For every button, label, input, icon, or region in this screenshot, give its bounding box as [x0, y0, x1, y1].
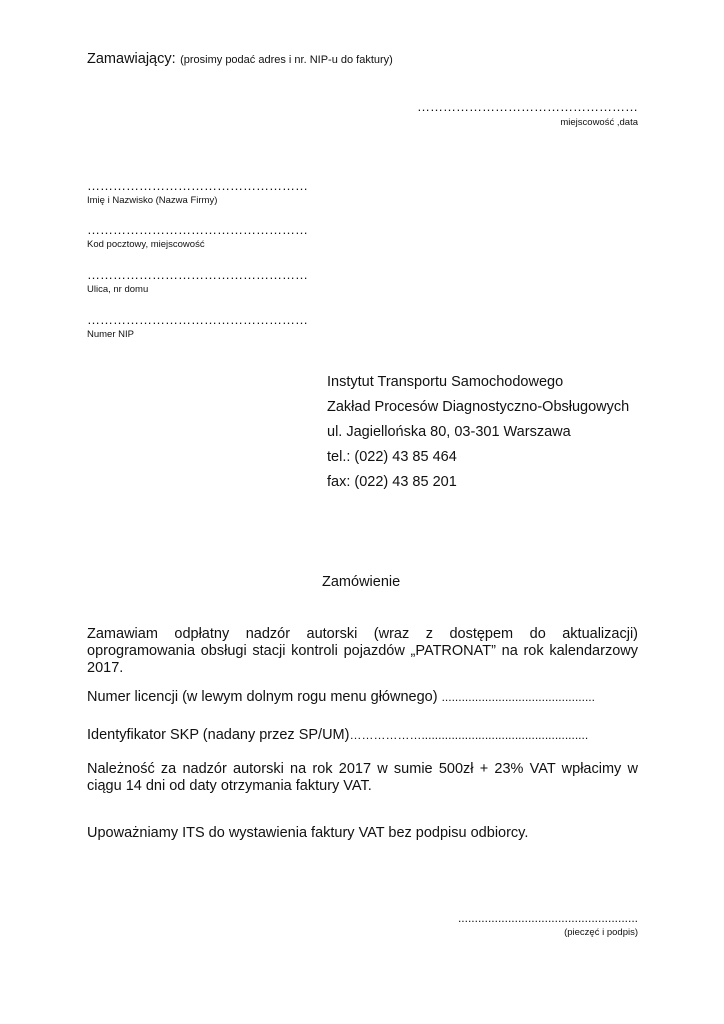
signature-caption: (pieczęć i podpis): [564, 927, 638, 938]
name-caption: Imię i Nazwisko (Nazwa Firmy): [87, 195, 218, 206]
nip-caption: Numer NIP: [87, 329, 134, 340]
order-paragraph: Zamawiam odpłatny nadzór autorski (wraz z dostępem do aktualizacji) oprogramowania obsługi stacji kontroli pojazdów „PATRONAT” na rok kalendarzowy 2017.: [87, 626, 638, 676]
name-dots: ……………………………………………: [87, 178, 308, 193]
skp-line: [87, 727, 588, 743]
recipient-address: [327, 370, 629, 495]
nip-dots: ……………………………………………: [87, 312, 308, 327]
payment-paragraph: Należność za nadzór autorski na rok 2017 w sumie 500zł + 23% VAT wpłacimy w ciągu 14 dni od daty otrzymania faktury VAT.: [87, 761, 638, 794]
recipient-line-fax: fax: (022) 43 85 201: [327, 474, 457, 490]
customer-note: (prosimy podać adres i nr. NIP-u do faktury): [180, 54, 393, 66]
postal-caption: Kod pocztowy, miejscowość: [87, 239, 205, 250]
recipient-line-street: ul. Jagiellońska 80, 03-301 Warszawa: [327, 424, 571, 440]
license-line: [87, 689, 595, 705]
place-date-caption: miejscowość ,data: [560, 117, 638, 128]
document-title: Zamówienie: [322, 574, 401, 590]
header-line: [87, 50, 393, 68]
license-label: Numer licencji (w lewym dolnym rogu menu głównego): [87, 689, 438, 705]
place-date-dots: ……………………………………………: [417, 99, 638, 114]
skp-dots: ………………..................................................: [349, 728, 589, 742]
recipient-line-phone: tel.: (022) 43 85 464: [327, 449, 457, 465]
recipient-line-institute: Instytut Transportu Samochodowego: [327, 374, 564, 390]
license-dots: ..............................................: [441, 690, 595, 704]
signature-dots: ......................................................: [457, 911, 638, 925]
street-dots: ……………………………………………: [87, 267, 308, 282]
postal-dots: ……………………………………………: [87, 222, 308, 237]
authorization-text: Upoważniamy ITS do wystawienia faktury VAT bez podpisu odbiorcy.: [87, 825, 529, 841]
customer-label: Zamawiający:: [87, 51, 176, 67]
recipient-line-department: Zakład Procesów Diagnostyczno-Obsługowych: [327, 399, 630, 415]
skp-label: Identyfikator SKP (nadany przez SP/UM): [87, 727, 350, 743]
street-caption: Ulica, nr domu: [87, 284, 149, 295]
